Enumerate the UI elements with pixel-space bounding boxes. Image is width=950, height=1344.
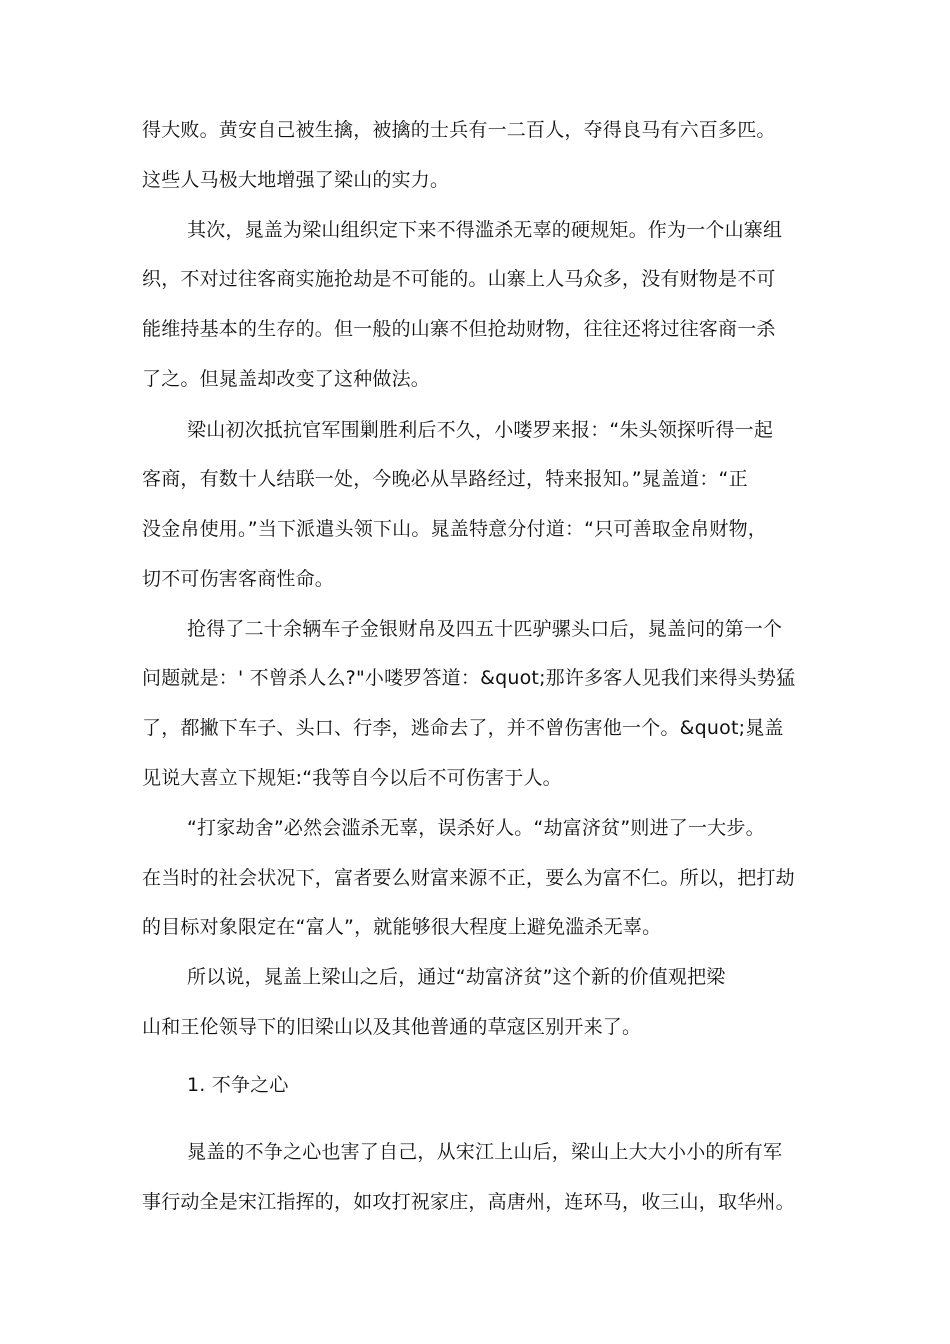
text-line-14: 见说大喜立下规矩:“我等自今以后不可伤害于人。 <box>142 767 562 789</box>
text-line-2: 这些人马极大地增强了梁山的实力。 <box>142 169 450 191</box>
paragraph-start-line: “打家劫舍”必然会滥杀无辜，误杀好人。“劫富济贫”则进了一大步。 <box>187 817 765 839</box>
text-line-13: 了，都撇下车子、头口、行李，逃命去了，并不曾伤害他一个。&quot;晁盖 <box>142 717 784 739</box>
text-line-6: 了之。但晁盖却改变了这种做法。 <box>142 368 431 390</box>
text-line-4: 织，不对过往客商实施抢劫是不可能的。山寨上人马众多，没有财物是不可 <box>142 268 776 290</box>
paragraph-start-line: 晁盖的不争之心也害了自己，从宋江上山后，梁山上大大小小的所有军 <box>187 1141 783 1163</box>
text-line-19: 山和王伦领导下的旧梁山以及其他普通的草寇区别开来了。 <box>142 1016 642 1038</box>
text-line-12: 问题就是：' 不曾杀人么?"小喽罗答道：&quot;那许多客人见我们来得头势猛 <box>142 667 796 689</box>
text-line-1: 得大败。黄安自己被生擒，被擒的士兵有一二百人，夺得良马有六百多匹。 <box>142 119 776 141</box>
text-line-22: 事行动全是宋江指挥的，如攻打祝家庄，高唐州，连环马，收三山，取华州。 <box>142 1191 795 1213</box>
text-line-10: 切不可伤害客商性命。 <box>142 568 335 590</box>
paragraph-start-line: 其次，晁盖为梁山组织定下来不得滥杀无辜的硬规矩。作为一个山寨组 <box>187 219 783 241</box>
section-heading: 1. 不争之心 <box>187 1074 289 1096</box>
text-line-9: 没金帛使用。”当下派遣头领下山。晁盖特意分付道：“只可善取金帛财物， <box>142 518 767 540</box>
text-line-5: 能维持基本的生存的。但一般的山寨不但抢劫财物，往往还将过往客商一杀 <box>142 318 776 340</box>
paragraph-start-line: 所以说，晁盖上梁山之后，通过“劫富济贫”这个新的价值观把梁 <box>187 966 726 988</box>
text-line-16: 在当时的社会状况下，富者要么财富来源不正，要么为富不仁。所以，把打劫 <box>142 867 795 889</box>
text-line-8: 客商，有数十人结联一处，今晚必从旱路经过，特来报知。”晁盖道：“正 <box>142 468 748 490</box>
text-line-17: 的目标对象限定在“富人”，就能够很大程度上避免滥杀无辜。 <box>142 916 662 938</box>
paragraph-start-line: 抢得了二十余辆车子金银财帛及四五十匹驴骡头口后，晁盖问的第一个 <box>187 618 783 640</box>
paragraph-start-line: 梁山初次抵抗官军围剿胜利后不久，小喽罗来报：“朱头领探听得一起 <box>187 419 774 441</box>
